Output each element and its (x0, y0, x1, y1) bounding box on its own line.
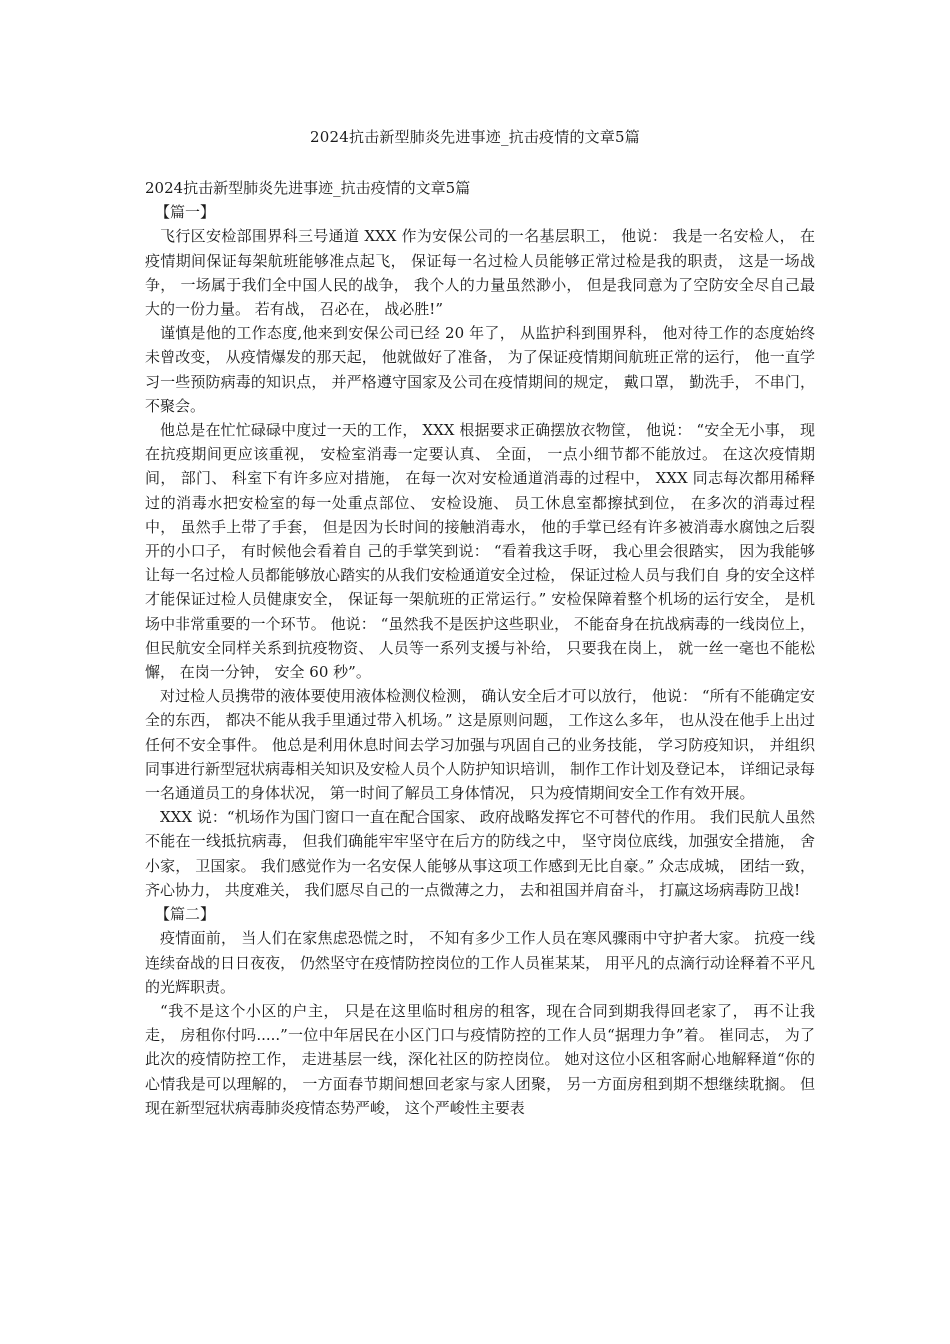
paragraph: 谨慎是他的工作态度,他来到安保公司已经 20 年了， 从监护科到围界科， 他对待工作的态度始终未曾改变， 从疫情爆发的那天起， 他就做好了准备， 为了保证疫情期间航班正常的运行， 他一直学习一些预防病毒的知识点， 并严格遵守国家及公司在疫情期间的规定， 戴口罩， 勤洗手， 不串门，不聚会。 (145, 324, 815, 415)
document-title: 2024抗击新型肺炎先进事迹_抗击疫情的文章5篇 (309, 128, 641, 146)
document-subtitle: 2024抗击新型肺炎先进事迹_抗击疫情的文章5篇 (145, 179, 471, 197)
paragraph: “我不是这个小区的户主， 只是在这里临时租房的租客，现在合同到期我得回老家了， 再不让我走， 房租你付吗.....”一位中年居民在小区门口与疫情防控的工作人员“据理力争”着。 崔同志， 为了此次的疫情防控工作， 走进基层一线，深化社区的防控岗位。 她对这位小区租客耐心地解释道“你的心情我是可以理解的， 一方面春节期间想回老家与家人团聚， 另一方面房租到期不想继续耽搁。 但现在新型冠状病毒肺炎疫情态势严峻， 这个严峻性主要表 (145, 1001, 815, 1117)
paragraph: 对过检人员携带的液体要使用液体检测仪检测， 确认安全后才可以放行， 他说： “所有不能确定安全的东西， 都决不能从我手里通过带入机场。” 这是原则问题， 工作这么多年， 也从没在他手上出过任何不安全事件。 他总是利用休息时间去学习加强与巩固自己的业务技能， 学习防疫知识， 并组织同事进行新型冠状病毒相关知识及安检人员个人防护知识培训， 制作工作计划及登记本， 详细记录每一名通道员工的身体状况， 第一时间了解员工身体情况， 只为疫情期间安全工作有效开展。 (145, 687, 815, 803)
paragraph: 疫情面前， 当人们在家焦虑恐慌之时， 不知有多少工作人员在寒风骤雨中守护者大家。 抗疫一线连续奋战的日日夜夜， 仍然坚守在疫情防控岗位的工作人员崔某某， 用平凡的点滴行动诠释着不平凡的光辉职责。 (145, 929, 815, 996)
section-heading-1: 【篇一】 (155, 203, 216, 222)
paragraph: 飞行区安检部围界科三号通道 XXX 作为安保公司的一名基层职工， 他说： 我是一名安检人， 在疫情期间保证每架航班能够准点起飞， 保证每一名过检人员能够正常过检是我的职责， 这是一场战争， 一场属于我们全中国人民的战争， 我个人的力量虽然渺小， 但是我同意为了空防安全尽自己最大的一份力量。 若有战， 召必在， 战必胜!” (145, 227, 815, 319)
section-heading-2: 【篇二】 (155, 905, 216, 924)
document-body (145, 176, 815, 1120)
paragraph: 他总是在忙忙碌碌中度过一天的工作， XXX 根据要求正确摆放衣物筐， 他说： “安全无小事， 现在抗疫期间更应该重视， 安检室消毒一定要认真、 全面， 一点小细节都不能放过。 在这次疫情期间， 部门、 科室下有许多应对措施， 在每一次对安检通道消毒的过程中， XXX 同志每次都用稀释过的消毒水把安检室的每一处重点部位、 安检设施、 员工休息室都擦拭到位， 在多次的消毒过程中， 虽然手上带了手套， 但是因为长时间的接触消毒水， 他的手掌已经有许多被消毒水腐蚀之后裂开的小口子， 有时候他会看着自 己的手掌笑到说： “看着我这手呀， 我心里会很踏实， 因为我能够让每一名过检人员都能够放心踏实的从我们安检通道安全过检， 保证过检人员与我们自 身的安全这样才能保证过检人员健康安全， 保证每一架航班的正常运行。” 安检保障着整个机场的运行安全， 是机场中非常重要的一个环节。 他说： “虽然我不是医护这些职业， 不能奋身在抗战病毒的一线岗位上，但民航安全同样关系到抗疫物资、 人员等一系列支援与补给， 只要我在岗上， 就一丝一毫也不能松懈， 在岗一分钟， 安全 60 秒”。 (145, 421, 815, 682)
paragraph: XXX 说：“机场作为国门窗口一直在配合国家、 政府战略发挥它不可替代的作用。 我们民航人虽然不能在一线抵抗病毒， 但我们确能牢牢坚守在后方的防线之中， 坚守岗位底线，加强安全措施， 舍小家， 卫国家。 我们感觉作为一名安保人能够从事这项工作感到无比自豪。” 众志成城， 团结一致，齐心协力， 共度难关， 我们愿尽自己的一点微薄之力， 去和祖国并肩奋斗， 打赢这场病毒防卫战! (145, 808, 815, 899)
